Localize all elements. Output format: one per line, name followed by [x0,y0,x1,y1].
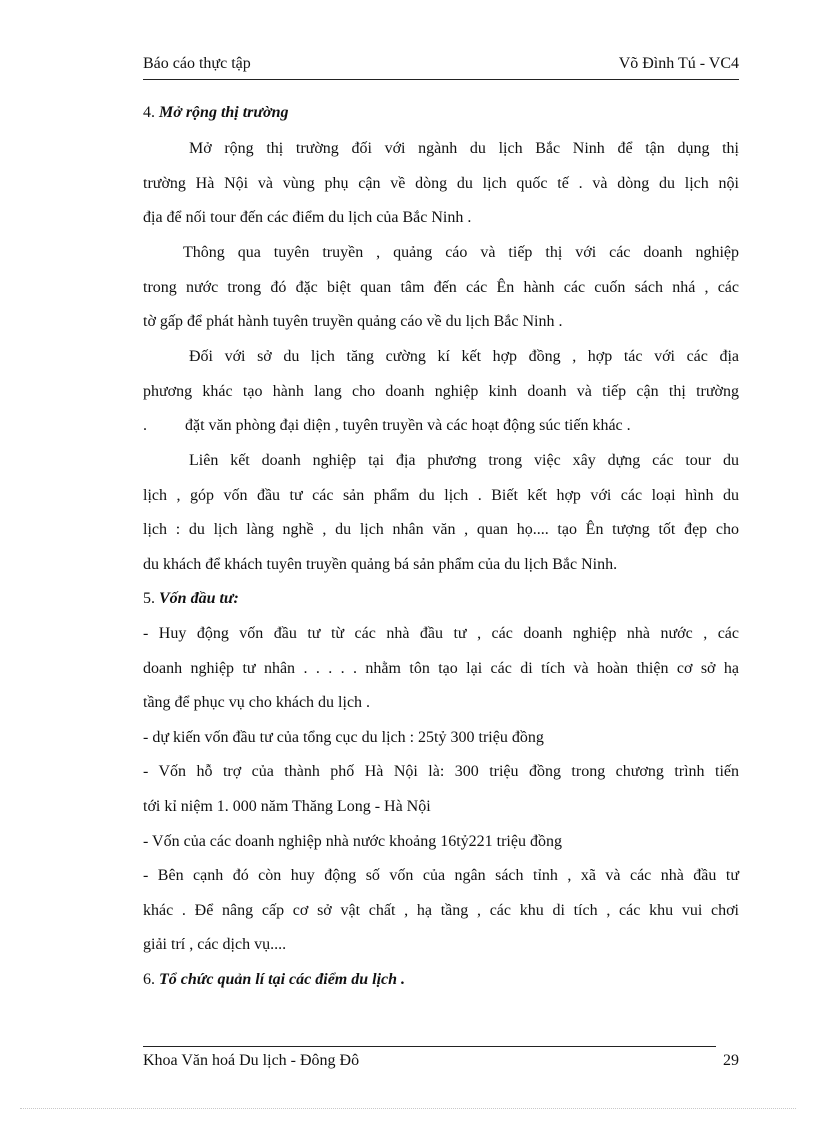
page-edge-dotted-line [20,1108,796,1109]
section-title: Tổ chức quản lí tại các điểm du lịch . [159,971,406,988]
paragraph-line: Liên kết doanh nghiệp tại địa phương trong việc xây dựng các tour du [189,452,739,469]
paragraph-line: lịch , góp vốn đầu tư các sản phẩm du lịch . Biết kết hợp với các loại hình du [143,487,739,504]
section-number: 4. [143,104,159,121]
page-footer [143,1052,739,1076]
bullet-line: - Huy động vốn đầu tư từ các nhà đầu tư , các doanh nghiệp nhà nước , các [143,625,739,642]
section-4-heading [143,100,739,126]
paragraph-line: địa để nối tour đến các điểm du lịch của Bắc Ninh . [143,209,472,226]
paragraph-line: Đối với sở du lịch tăng cường kí kết hợp đồng , hợp tác với các địa [189,348,739,365]
section-title: Mở rộng thị trường [159,104,289,121]
paragraph-line: du khách để khách tuyên truyền quảng bá sản phẩm của du lịch Bắc Ninh. [143,556,618,573]
section-title: Vốn đầu tư: [159,590,239,607]
header-report-title: Báo cáo thực tập [143,55,251,72]
header-rule [143,79,739,80]
paragraph-text: đặt văn phòng đại diện , tuyên truyền và các hoạt động súc tiến khác . [185,417,631,434]
section-number: 5. [143,590,159,607]
bullet-line: tầng để phục vụ cho khách du lịch . [143,694,371,711]
bullet-line: - Bên cạnh đó còn huy động số vốn của ngân sách tỉnh , xã và các nhà đầu tư [143,867,739,884]
bullet-line: doanh nghiệp tư nhân . . . . . nhằm tôn tạo lại các di tích và hoàn thiện cơ sở hạ [143,660,739,677]
bullet-line: - Vốn của các doanh nghiệp nhà nước khoảng 16tỷ221 triệu đồng [143,833,562,850]
bullet-line: - dự kiến vốn đầu tư của tổng cục du lịch : 25tỷ 300 triệu đồng [143,729,544,746]
header-author: Võ Đình Tú - VC4 [618,55,739,72]
paragraph-line [143,413,739,439]
bullet-line: - Vốn hỗ trợ của thành phố Hà Nội là: 300 triệu đồng trong chương trình tiến [143,763,739,780]
footer-faculty: Khoa Văn hoá Du lịch - Đông Đô [143,1052,360,1069]
paragraph-line: lịch : du lịch làng nghề , du lịch nhân văn , quan họ.... tạo Ên tượng tốt đẹp cho [143,521,739,538]
stray-period: . [143,417,147,434]
footer-rule [143,1046,716,1047]
bullet-line: giải trí , các dịch vụ.... [143,936,287,953]
bullet-line: tới kỉ niệm 1. 000 năm Thăng Long - Hà Nội [143,798,431,815]
paragraph-line: Mở rộng thị trường đối với ngành du lịch Bắc Ninh để tận dụng thị [189,140,739,157]
page-number: 29 [723,1052,739,1069]
paragraph-line: phương khác tạo hành lang cho doanh nghiệp kinh doanh và tiếp cận thị trường [143,383,739,400]
bullet-line: khác . Để nâng cấp cơ sở vật chất , hạ tầng , các khu di tích , các khu vui chơi [143,902,739,919]
paragraph-line: trong nước trong đó đặc biệt quan tâm đến các Ên hành các cuốn sách nhá , các [143,279,739,296]
section-5-heading [143,586,739,612]
section-number: 6. [143,971,159,988]
paragraph-line: tờ gấp để phát hành tuyên truyền quảng cáo về du lịch Bắc Ninh . [143,313,563,330]
paragraph-line: Thông qua tuyên truyền , quảng cáo và tiếp thị với các doanh nghiệp [183,244,739,261]
page-header [143,49,739,79]
section-6-heading [143,967,739,993]
paragraph-line: trường Hà Nội và vùng phụ cận về dòng du lịch quốc tế . và dòng du lịch nội [143,175,739,192]
